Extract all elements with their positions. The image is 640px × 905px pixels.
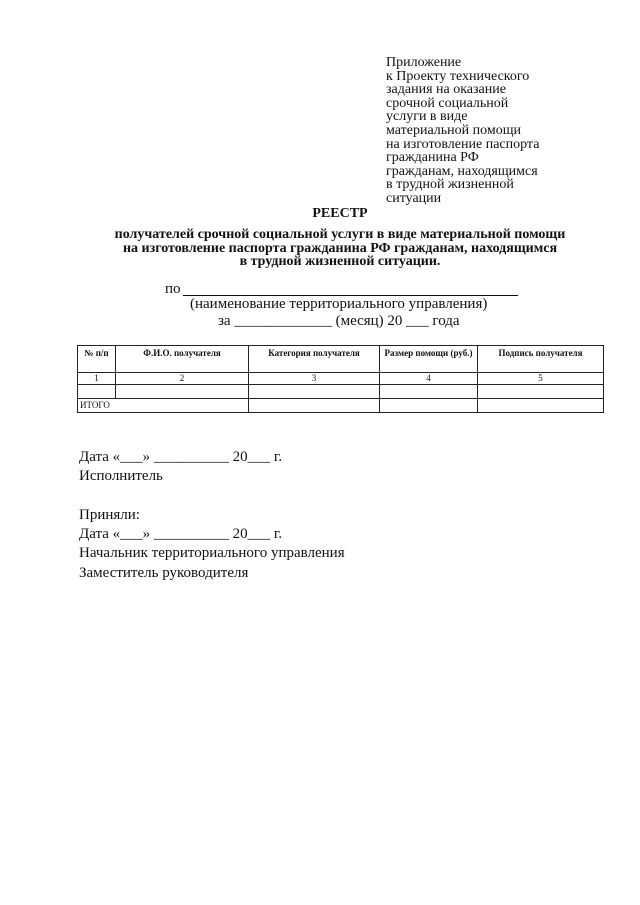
document-subtitle: [80, 228, 600, 269]
document-title: РЕЕСТР: [312, 206, 368, 221]
appendix-line: материальной помощи: [386, 122, 521, 138]
appendix-line: услуги в виде: [386, 109, 468, 125]
head-label: Начальник территориального управления: [79, 545, 345, 561]
number-cell: 1: [78, 373, 116, 385]
appendix-line: в трудной жизненной: [386, 177, 514, 193]
table-cell: [249, 385, 380, 399]
appendix-line: гражданина РФ: [386, 150, 479, 166]
appendix-line: гражданам, находящимся: [386, 163, 538, 179]
table-cell: [78, 385, 116, 399]
appendix-line: к Проекту технического: [386, 68, 530, 84]
date-line-1: Дата «___» __________ 20___ г.: [79, 449, 283, 465]
header-cell: Категория получателя: [249, 346, 380, 373]
appendix-line: ситуации: [386, 190, 442, 206]
table-header-row: [78, 346, 604, 373]
table-cell: [249, 399, 380, 413]
appendix-line: срочной социальной: [386, 95, 509, 111]
appendix-block: [386, 56, 586, 206]
date-line-2: Дата «___» __________ 20___ г.: [79, 526, 283, 542]
table-row: [78, 385, 604, 399]
accepted-label: Приняли:: [79, 507, 140, 523]
table-cell: [478, 399, 604, 413]
table-cell: [380, 399, 478, 413]
header-cell: Подпись получателя: [478, 346, 604, 373]
number-cell: 5: [478, 373, 604, 385]
header-cell: № п/п: [78, 346, 116, 373]
header-cell: Размер помощи (руб.): [380, 346, 478, 373]
deputy-label: Заместитель руководителя: [79, 565, 249, 581]
registry-table: [77, 345, 604, 413]
number-cell: 4: [380, 373, 478, 385]
header-cell: Ф.И.О. получателя: [116, 346, 249, 373]
table-row: [78, 373, 604, 385]
table-total-row: [78, 399, 604, 413]
number-cell: 3: [249, 373, 380, 385]
appendix-line: задания на оказание: [386, 82, 506, 98]
table-cell: [380, 385, 478, 399]
table-cell: [116, 385, 249, 399]
appendix-line: на изготовление паспорта: [386, 136, 540, 152]
subtitle-line: в трудной жизненной ситуации.: [239, 254, 441, 269]
po-label: по: [165, 281, 181, 297]
table-cell: [478, 385, 604, 399]
territorial-office-caption: (наименование территориального управления): [190, 296, 488, 312]
number-cell: 2: [116, 373, 249, 385]
period-line: за _____________ (месяц) 20 ___ года: [218, 313, 460, 329]
subtitle-line: на изготовление паспорта гражданина РФ гражданам, находящимся: [122, 240, 558, 256]
appendix-line: Приложение: [386, 55, 462, 70]
executor-label: Исполнитель: [79, 468, 163, 484]
total-label: ИТОГО: [78, 399, 249, 413]
subtitle-line: получателей срочной социальной услуги в виде материальной помощи: [114, 227, 566, 242]
